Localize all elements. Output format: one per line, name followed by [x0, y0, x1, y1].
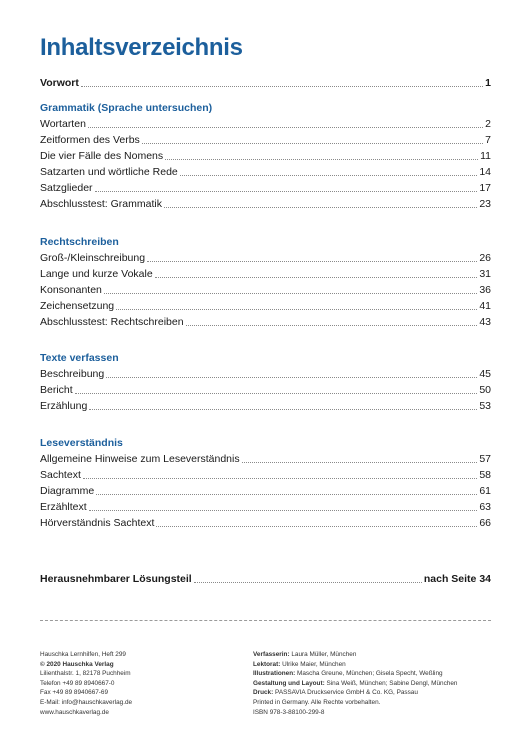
toc-entry-page: 31 [479, 268, 491, 280]
imprint-line: Lilienthalstr. 1, 82178 Puchheim [40, 670, 131, 678]
toc-entry[interactable] [40, 498, 491, 514]
toc-entry-page: 45 [479, 368, 491, 380]
toc-entry-vorwort[interactable] [40, 74, 491, 90]
dot-leader [116, 309, 477, 310]
toc-entry[interactable] [40, 147, 491, 163]
toc-entry-label: Vorwort [40, 77, 79, 89]
toc-entry-page: 61 [479, 485, 491, 497]
dot-leader [95, 191, 478, 192]
section-heading-rechtschreiben: Rechtschreiben [40, 236, 119, 248]
toc-entry-page: 53 [479, 400, 491, 412]
imprint-line: Hauschka Lernhilfen, Heft 299 [40, 651, 126, 658]
toc-entry[interactable] [40, 365, 491, 381]
dot-leader [96, 494, 477, 495]
toc-entry[interactable] [40, 397, 491, 413]
toc-entry-label: Zeichensetzung [40, 300, 115, 312]
imprint-credit-value: Laura Müller, München [291, 651, 357, 658]
toc-entry-label: Hörverständnis Sachtext [40, 517, 155, 529]
toc-entry-label: Erzählung [40, 400, 88, 412]
imprint-credit-value: PASSAVIA Druckservice GmbH & Co. KG, Passau [275, 689, 418, 697]
dot-leader [88, 127, 483, 128]
page-title: Inhaltsverzeichnis [40, 34, 243, 61]
toc-entry[interactable] [40, 179, 491, 195]
toc-entry[interactable] [40, 163, 491, 179]
dot-leader [81, 86, 483, 87]
toc-entry-label: Konsonanten [40, 284, 102, 296]
dot-leader [147, 261, 477, 262]
toc-entry[interactable] [40, 482, 491, 498]
imprint-credit-label: Druck: [253, 689, 274, 697]
imprint-credit-value: ISBN 978-3-88100-299-8 [253, 708, 325, 716]
imprint-credit [253, 698, 457, 708]
toc-entry[interactable] [40, 466, 491, 482]
toc-entry-loesungsteil[interactable] [40, 570, 491, 586]
section-heading-texte-verfassen: Texte verfassen [40, 352, 119, 364]
dot-leader [89, 409, 477, 410]
imprint-credit-label: Lektorat: [253, 660, 281, 668]
toc-entry[interactable] [40, 265, 491, 281]
dot-leader [186, 325, 478, 326]
toc-entry-label: Herausnehmbarer Lösungsteil [40, 573, 192, 585]
imprint-line: © 2020 Hauschka Verlag [40, 660, 114, 668]
dot-leader [106, 377, 477, 378]
toc-entry[interactable] [40, 381, 491, 397]
toc-entry-label: Sachtext [40, 469, 81, 481]
toc-entry-page: 58 [479, 469, 491, 481]
toc-entry-label: Wortarten [40, 118, 86, 130]
imprint-line: Fax +49 89 8940667-69 [40, 689, 109, 697]
toc-entry-page: 57 [479, 453, 491, 465]
toc-entry-page: nach Seite 34 [423, 573, 491, 585]
toc-entry-label: Erzähltext [40, 501, 87, 513]
imprint-credit-value: Mascha Greune, München; Gisela Specht, Weßling [297, 670, 443, 678]
imprint-credit-label: Verfasserin: [253, 651, 290, 658]
toc-entry-label: Abschlusstest: Rechtschreiben [40, 316, 184, 328]
toc-entry[interactable] [40, 450, 491, 466]
toc-entry-label: Allgemeine Hinweise zum Leseverständnis [40, 453, 240, 465]
toc-entry-page: 66 [479, 517, 491, 529]
toc-entry-page: 36 [479, 284, 491, 296]
toc-entry-page: 2 [485, 118, 491, 130]
imprint-credit [253, 708, 457, 718]
imprint-credit-label: Illustrationen: [253, 670, 296, 678]
toc-entry-label: Diagramme [40, 485, 95, 497]
dot-leader [89, 510, 478, 511]
toc-entry-label: Beschreibung [40, 368, 105, 380]
toc-entry-page: 1 [485, 77, 491, 89]
toc-entry-page: 63 [479, 501, 491, 513]
toc-entry-page: 41 [479, 300, 491, 312]
toc-entry-page: 43 [479, 316, 491, 328]
toc-entry-label: Groß-/Kleinschreibung [40, 252, 146, 264]
toc-entry-label: Satzarten und wörtliche Rede [40, 166, 178, 178]
toc-entry[interactable] [40, 514, 491, 530]
toc-entry-page: 50 [479, 384, 491, 396]
imprint-credit [253, 679, 457, 689]
dot-leader [156, 526, 477, 527]
toc-entry[interactable] [40, 249, 491, 265]
imprint-credit-value: Ulrike Maier, München [282, 660, 346, 668]
toc-entry-page: 17 [479, 182, 491, 194]
imprint-line: E-Mail: info@hauschkaverlag.de [40, 698, 133, 706]
section-heading-leseverstaendnis: Leseverständnis [40, 437, 123, 449]
dot-leader [104, 293, 477, 294]
dot-leader [194, 582, 422, 583]
dot-leader [75, 393, 478, 394]
dot-leader [242, 462, 478, 463]
imprint-credit [253, 650, 457, 660]
toc-entry-page: 23 [479, 198, 491, 210]
imprint-credit [253, 669, 457, 679]
divider [40, 620, 491, 621]
toc-entry-label: Die vier Fälle des Nomens [40, 150, 164, 162]
toc-entry-page: 11 [480, 150, 491, 162]
imprint-publisher [40, 650, 132, 717]
toc-entry-page: 7 [485, 134, 491, 146]
dot-leader [142, 143, 483, 144]
toc-entry-label: Satzglieder [40, 182, 93, 194]
imprint-line: www.hauschkaverlag.de [40, 708, 109, 716]
dot-leader [164, 207, 477, 208]
imprint-credit-label: Gestaltung und Layout: [253, 679, 325, 687]
toc-entry[interactable] [40, 195, 491, 211]
imprint-credits [253, 650, 457, 717]
toc-entry[interactable] [40, 297, 491, 313]
toc-entry-label: Bericht [40, 384, 73, 396]
toc-entry-page: 26 [479, 252, 491, 264]
toc-entry[interactable] [40, 131, 491, 147]
imprint-credit-value: Printed in Germany. Alle Rechte vorbehalten. [253, 698, 381, 706]
dot-leader [155, 277, 478, 278]
imprint-credit [253, 660, 457, 670]
dot-leader [180, 175, 478, 176]
toc-entry[interactable] [40, 115, 491, 131]
imprint-credit-value: Sina Weiß, München; Sabine Dengl, München [326, 679, 458, 687]
toc-entry[interactable] [40, 281, 491, 297]
imprint-line: Telefon +49 89 8940667-0 [40, 679, 115, 687]
toc-entry-page: 14 [479, 166, 491, 178]
toc-entry-label: Zeitformen des Verbs [40, 134, 140, 146]
toc-entry-label: Abschlusstest: Grammatik [40, 198, 162, 210]
section-heading-grammatik: Grammatik (Sprache untersuchen) [40, 102, 213, 114]
dot-leader [83, 478, 477, 479]
toc-entry[interactable] [40, 313, 491, 329]
imprint-credit [253, 688, 457, 698]
toc-entry-label: Lange und kurze Vokale [40, 268, 153, 280]
dot-leader [165, 159, 478, 160]
